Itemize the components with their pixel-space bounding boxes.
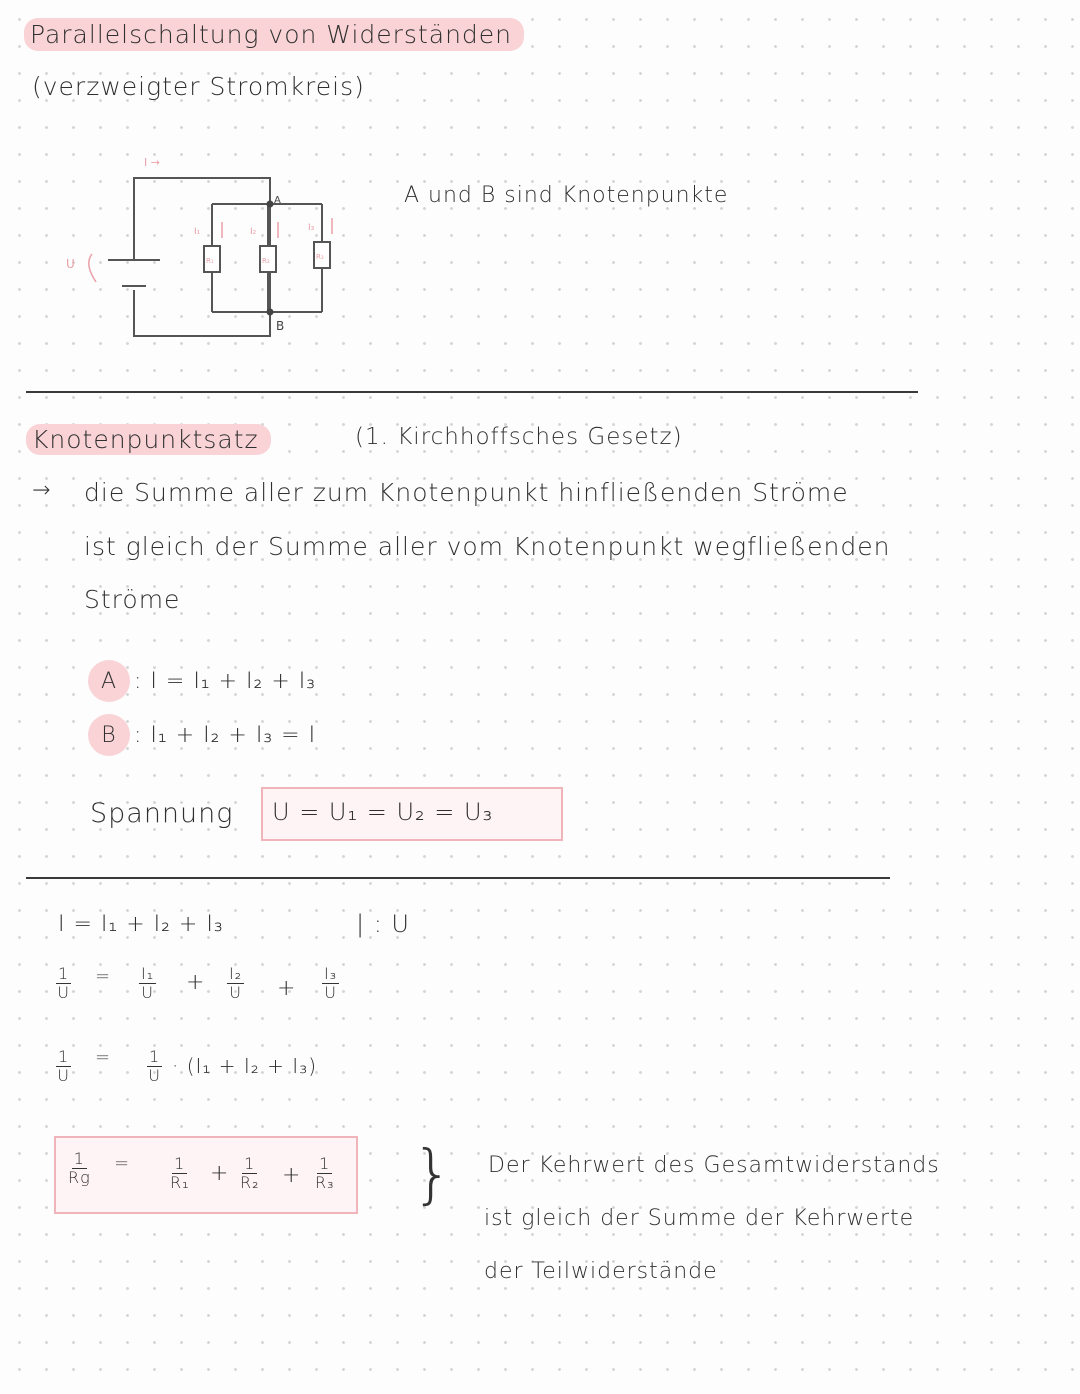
derivation-line-3-tail: · (I₁ + I₂ + I₃) xyxy=(172,1054,318,1078)
section-heading-knotenpunktsatz: Knotenpunktsatz xyxy=(26,424,271,455)
final-plus-2: + xyxy=(282,1163,302,1188)
arrow-icon: → xyxy=(32,478,52,503)
statement-line-1: die Summe aller zum Knotenpunkt hinfließenden Ströme xyxy=(84,478,849,507)
final-eq-sign: = xyxy=(114,1153,131,1174)
frac-i2-over-u: $\frac{\text{I₂}}{U}$ xyxy=(229,964,243,1002)
resistor-label-2: R₂ xyxy=(262,257,270,265)
current-label: I → xyxy=(144,156,160,169)
page-title: Parallelschaltung von Widerständen xyxy=(24,18,524,51)
voltage-label: U xyxy=(66,257,75,271)
eq-sign-2: = xyxy=(95,966,112,987)
node-b-badge: B xyxy=(88,714,130,756)
nodes-note: A und B sind Knotenpunkte xyxy=(404,183,729,208)
statement-line-3: Ströme xyxy=(84,585,181,614)
frac-i3-over-u: $\frac{\text{I₃}}{U}$ xyxy=(324,964,338,1002)
voltage-equation: U = U₁ = U₂ = U₃ xyxy=(272,798,494,826)
eq-sign-3: = xyxy=(95,1047,112,1068)
resistor-label-3: R₃ xyxy=(316,253,324,261)
page-subtitle: (verzweigter Stromkreis) xyxy=(32,72,365,101)
plus-sign-2a: + xyxy=(186,970,206,995)
frac-1-over-rg: $\frac{1}{Rg}$ xyxy=(68,1149,91,1187)
circuit-diagram xyxy=(50,140,350,350)
frac-1-over-r2: $\frac{1}{\text{R₂}}$ xyxy=(240,1154,260,1192)
statement-line-2: ist gleich der Summe aller vom Knotenpunkt wegfließenden xyxy=(84,532,891,561)
divider-2 xyxy=(26,877,890,879)
frac-1-over-r1: $\frac{1}{\text{R₁}}$ xyxy=(170,1154,190,1192)
node-a-equation: : I = I₁ + I₂ + I₃ xyxy=(134,669,317,694)
node-a-label: A xyxy=(274,195,281,206)
frac-1-over-u: $\frac{1}{U}$ xyxy=(57,964,70,1002)
frac-1-over-u-right: $\frac{1}{U}$ xyxy=(148,1047,161,1085)
explanation-line-1: Der Kehrwert des Gesamtwiderstands xyxy=(488,1153,940,1178)
frac-1-over-u-left: $\frac{1}{U}$ xyxy=(57,1047,70,1085)
node-b-equation: : I₁ + I₂ + I₃ = I xyxy=(134,723,317,748)
explanation-line-2: ist gleich der Summe der Kehrwerte xyxy=(484,1206,915,1231)
derivation-line-1: I = I₁ + I₂ + I₃ xyxy=(58,912,224,937)
node-b-label: B xyxy=(276,319,285,333)
curly-brace: } xyxy=(412,1138,453,1212)
branch-current-3: I₃ xyxy=(308,223,315,233)
derivation-line-1-note: | : U xyxy=(356,910,410,938)
voltage-label: Spannung xyxy=(90,798,234,829)
frac-i1-over-u: $\frac{\text{I₁}}{U}$ xyxy=(141,964,155,1002)
divider-1 xyxy=(26,391,918,393)
node-b-dot xyxy=(267,309,274,316)
plus-sign-2b: + xyxy=(277,976,297,1001)
resistor-label-1: R₁ xyxy=(206,257,214,265)
branch-current-1: I₁ xyxy=(194,227,201,237)
branch-current-2: I₂ xyxy=(250,227,257,237)
final-formula-box xyxy=(54,1136,358,1214)
frac-1-over-r3: $\frac{1}{\text{R₃}}$ xyxy=(315,1154,335,1192)
node-a-dot xyxy=(267,201,274,208)
section-subheading: (1. Kirchhoffsches Gesetz) xyxy=(355,424,683,450)
final-plus-1: + xyxy=(210,1161,230,1186)
node-a-badge: A xyxy=(88,660,130,702)
explanation-line-3: der Teilwiderstände xyxy=(484,1259,718,1284)
